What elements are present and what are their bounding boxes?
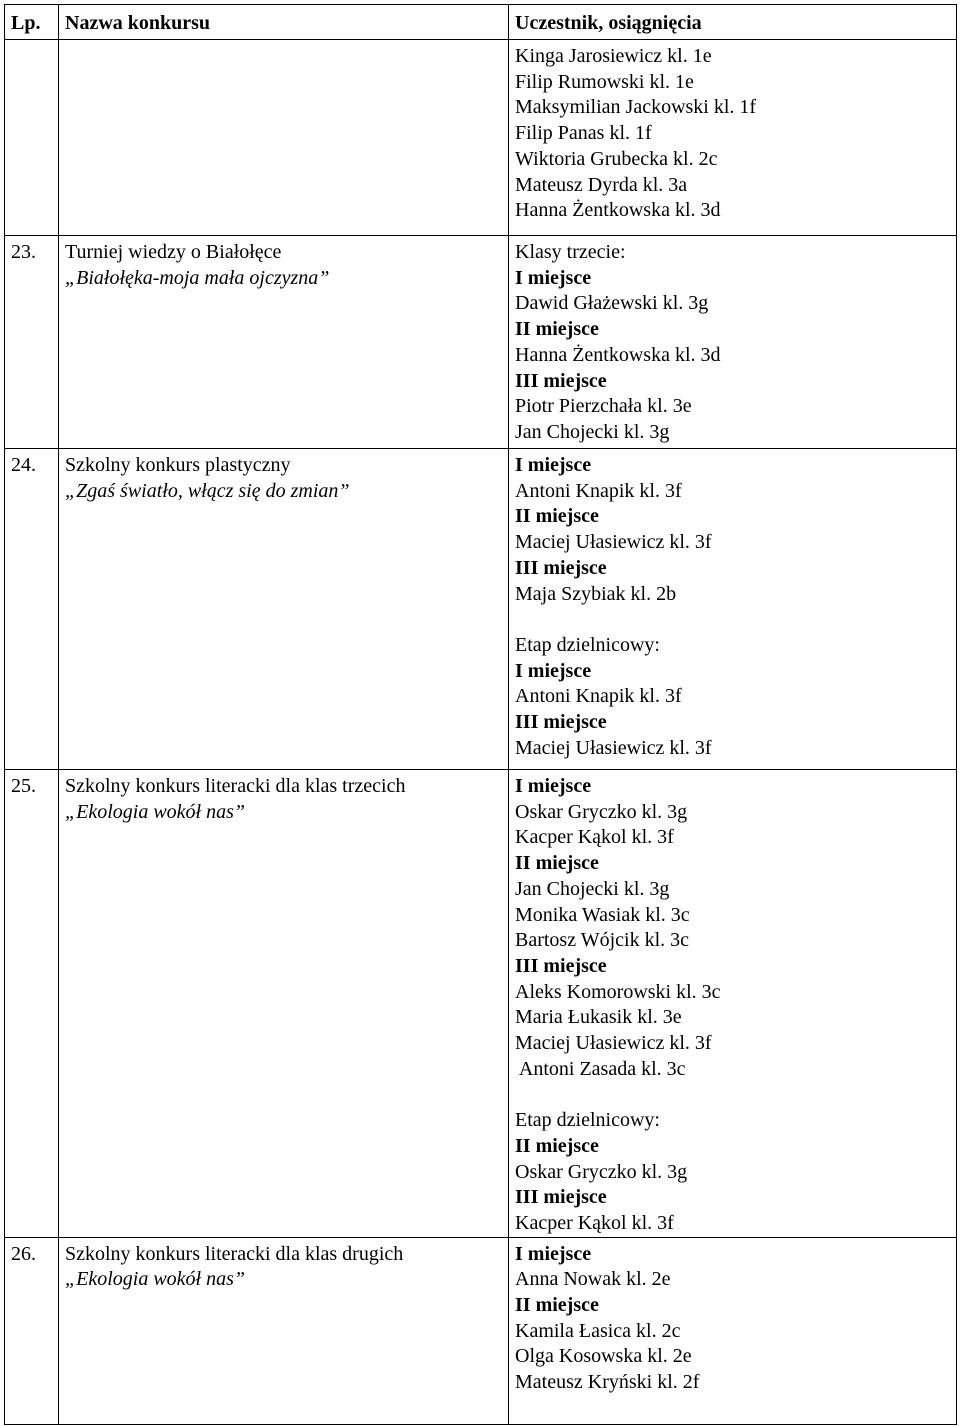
table-header-row: [5, 5, 957, 40]
placement-label: II miejsce: [515, 1294, 599, 1317]
result-line: Kamila Łasica kl. 2c: [515, 1319, 681, 1342]
table-row: [5, 770, 957, 1238]
contest-title: Turniej wiedzy o Białołęce: [65, 241, 282, 263]
placement-label: III miejsce: [515, 369, 607, 392]
header-results: Uczestnik, osiągnięcia: [509, 5, 957, 40]
result-line: Oskar Gryczko kl. 3g: [515, 1160, 688, 1183]
placement-label: III miejsce: [515, 1186, 607, 1209]
table-row: [5, 1237, 957, 1424]
row-results-cell: [509, 770, 957, 1238]
table-row: [5, 40, 957, 236]
placement-label: I miejsce: [515, 659, 592, 682]
placement-label: I miejsce: [515, 454, 592, 476]
result-line: Kacper Kąkol kl. 3f: [515, 826, 674, 849]
row-lp-cell: [5, 770, 59, 1238]
row-results-cell: [509, 40, 957, 236]
row-lp: 26.: [11, 1242, 36, 1265]
result-line: Etap dzielnicowy:: [515, 1109, 660, 1132]
row-lp-cell: [5, 449, 59, 770]
result-line: Jan Chojecki kl. 3g: [515, 877, 670, 900]
contest-title: Szkolny konkurs plastyczny: [65, 454, 291, 476]
result-line: Mateusz Kryński kl. 2f: [515, 1371, 700, 1394]
table-row: [5, 449, 957, 770]
result-line: Klasy trzecie:: [515, 241, 626, 263]
row-name-cell: [59, 40, 509, 236]
result-line: Maciej Ułasiewicz kl. 3f: [515, 531, 712, 554]
result-line: Anna Nowak kl. 2e: [515, 1268, 671, 1291]
result-line: Maciej Ułasiewicz kl. 3f: [515, 1032, 712, 1055]
contest-subtitle: „Ekologia wokół nas”: [65, 1268, 246, 1291]
row-lp: 25.: [11, 775, 36, 797]
placement-label: II miejsce: [515, 852, 599, 875]
header-name: Nazwa konkursu: [59, 5, 509, 40]
result-line: Wiktoria Grubecka kl. 2c: [515, 147, 718, 170]
result-line: Maksymilian Jackowski kl. 1f: [515, 96, 757, 119]
row-lp-cell: [5, 236, 59, 449]
row-lp-cell: [5, 1237, 59, 1424]
result-line: Monika Wasiak kl. 3c: [515, 903, 690, 926]
result-line: Hanna Żentkowska kl. 3d: [515, 199, 721, 222]
result-line: Piotr Pierzchała kl. 3e: [515, 395, 692, 418]
result-line: Kacper Kąkol kl. 3f: [515, 1211, 674, 1234]
row-name-cell: [59, 770, 509, 1238]
row-name-cell: [59, 1237, 509, 1424]
result-line: Mateusz Dyrda kl. 3a: [515, 173, 688, 196]
result-line: [515, 1082, 950, 1108]
row-results-cell: [509, 236, 957, 449]
table-body: [5, 40, 957, 1425]
placement-label: III miejsce: [515, 954, 607, 977]
row-lp: 23.: [11, 241, 36, 263]
placement-label: I miejsce: [515, 1242, 592, 1265]
contest-subtitle: „Zgaś światło, włącz się do zmian”: [65, 479, 350, 502]
result-line: Maja Szybiak kl. 2b: [515, 582, 677, 605]
placement-label: II miejsce: [515, 505, 599, 528]
placement-label: III miejsce: [515, 556, 607, 579]
placement-label: I miejsce: [515, 775, 592, 797]
row-name-cell: [59, 449, 509, 770]
results-table: [4, 4, 957, 1425]
result-line: Filip Panas kl. 1f: [515, 122, 652, 145]
result-line: Antoni Zasada kl. 3c: [515, 1057, 686, 1080]
placement-label: II miejsce: [515, 318, 599, 341]
result-line: Etap dzielnicowy:: [515, 633, 660, 656]
result-line: [515, 607, 950, 633]
row-name-cell: [59, 236, 509, 449]
contest-subtitle: „Ekologia wokół nas”: [65, 800, 246, 823]
row-lp-cell: [5, 40, 59, 236]
result-line: Dawid Głażewski kl. 3g: [515, 292, 709, 315]
contest-title: Szkolny konkurs literacki dla klas drugich: [65, 1242, 404, 1265]
result-line: Filip Rumowski kl. 1e: [515, 70, 694, 93]
result-line: Maciej Ułasiewicz kl. 3f: [515, 736, 712, 759]
result-line: Antoni Knapik kl. 3f: [515, 479, 682, 502]
header-lp: Lp.: [5, 5, 59, 40]
row-lp: [5, 40, 58, 44]
placement-label: III miejsce: [515, 711, 607, 734]
row-lp: 24.: [11, 454, 36, 476]
result-line: Maria Łukasik kl. 3e: [515, 1006, 682, 1029]
result-line: Hanna Żentkowska kl. 3d: [515, 343, 721, 366]
placement-label: I miejsce: [515, 266, 592, 289]
result-line: Kinga Jarosiewicz kl. 1e: [515, 45, 712, 67]
row-results-cell: [509, 449, 957, 770]
placement-label: II miejsce: [515, 1134, 599, 1157]
contest-subtitle: „Białołęka-moja mała ojczyzna”: [65, 266, 330, 289]
result-line: Antoni Knapik kl. 3f: [515, 685, 682, 708]
result-line: Aleks Komorowski kl. 3c: [515, 980, 721, 1003]
result-line: Bartosz Wójcik kl. 3c: [515, 929, 690, 952]
result-line: Olga Kosowska kl. 2e: [515, 1345, 692, 1368]
contest-title: Szkolny konkurs literacki dla klas trzecich: [65, 775, 406, 797]
table-row: [5, 236, 957, 449]
row-results-cell: [509, 1237, 957, 1424]
result-line: Jan Chojecki kl. 3g: [515, 420, 670, 443]
result-line: Oskar Gryczko kl. 3g: [515, 800, 688, 823]
